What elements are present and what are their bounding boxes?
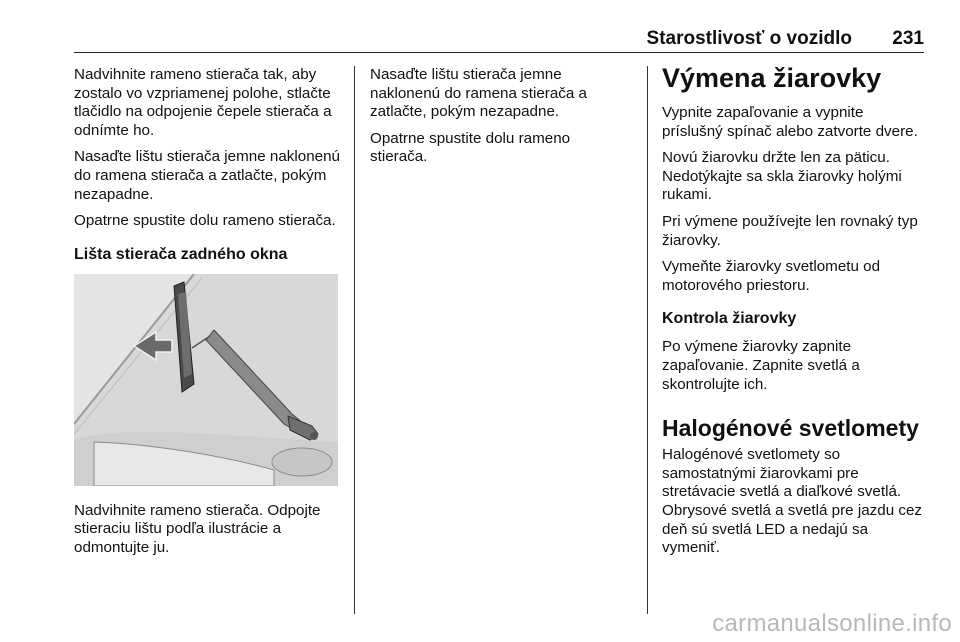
rear-wiper-illustration xyxy=(74,274,338,486)
column-1 xyxy=(74,66,344,566)
running-title: Starostlivosť o vozidlo xyxy=(646,28,852,49)
paragraph: Nadvihnite rameno stierača. Odpojte stieraciu lištu podľa ilustrácie a odmontujte ju. xyxy=(74,501,321,556)
section-title: Halogénové svetlomety xyxy=(662,415,919,442)
paragraph: Nasaďte lištu stierača jemne naklonenú do ramena stierača a zatlačte, pokým nezapadne. xyxy=(74,148,340,203)
paragraph: Nadvihnite rameno stierača tak, aby zostalo vo vzpriamenej polohe, stlačte tlačidlo na odpojenie čepele stierača a odnímte ho. xyxy=(74,66,332,139)
paragraph: Vymeňte žiarovky svetlometu od motorového priestoru. xyxy=(662,258,881,294)
chapter-title: Výmena žiarovky xyxy=(662,63,882,93)
paragraph: Pri výmene používejte len rovnaký typ žiarovky. xyxy=(662,212,918,249)
section-heading: Lišta stierača zadného okna xyxy=(74,245,288,263)
column-2 xyxy=(370,66,630,175)
column-3 xyxy=(662,62,924,558)
paragraph: Nasaďte lištu stierača jemne naklonenú do ramena stierača a zatlačte, pokým nezapadne. xyxy=(370,66,587,121)
paragraph: Halogénové svetlomety so samostatnými žiarovkami pre stretávacie svetlá a diaľkové svetlá. Obrysové svetlá a svetlá pre jazdu cez deň sú svetlá LED a nedajú sa vymeniť. xyxy=(662,446,922,557)
watermark: carmanualsonline.info xyxy=(712,610,952,637)
paragraph: Po výmene žiarovky zapnite zapaľovanie. Zapnite svetlá a skontrolujte ich. xyxy=(662,338,860,393)
paragraph: Novú žiarovku držte len za päticu. Nedotýkajte sa skla žiarovky holými rukami. xyxy=(662,149,902,204)
page-header xyxy=(74,22,924,53)
section-heading: Kontrola žiarovky xyxy=(662,310,797,328)
paragraph: Opatrne spustite dolu rameno stierača. xyxy=(370,129,571,166)
column-divider xyxy=(647,66,648,614)
paragraph: Opatrne spustite dolu rameno stierača. xyxy=(74,212,336,230)
column-divider xyxy=(354,66,355,614)
paragraph: Vypnite zapaľovanie a vypnite príslušný spínač alebo zatvorte dvere. xyxy=(662,104,918,140)
page-number: 231 xyxy=(892,28,924,49)
